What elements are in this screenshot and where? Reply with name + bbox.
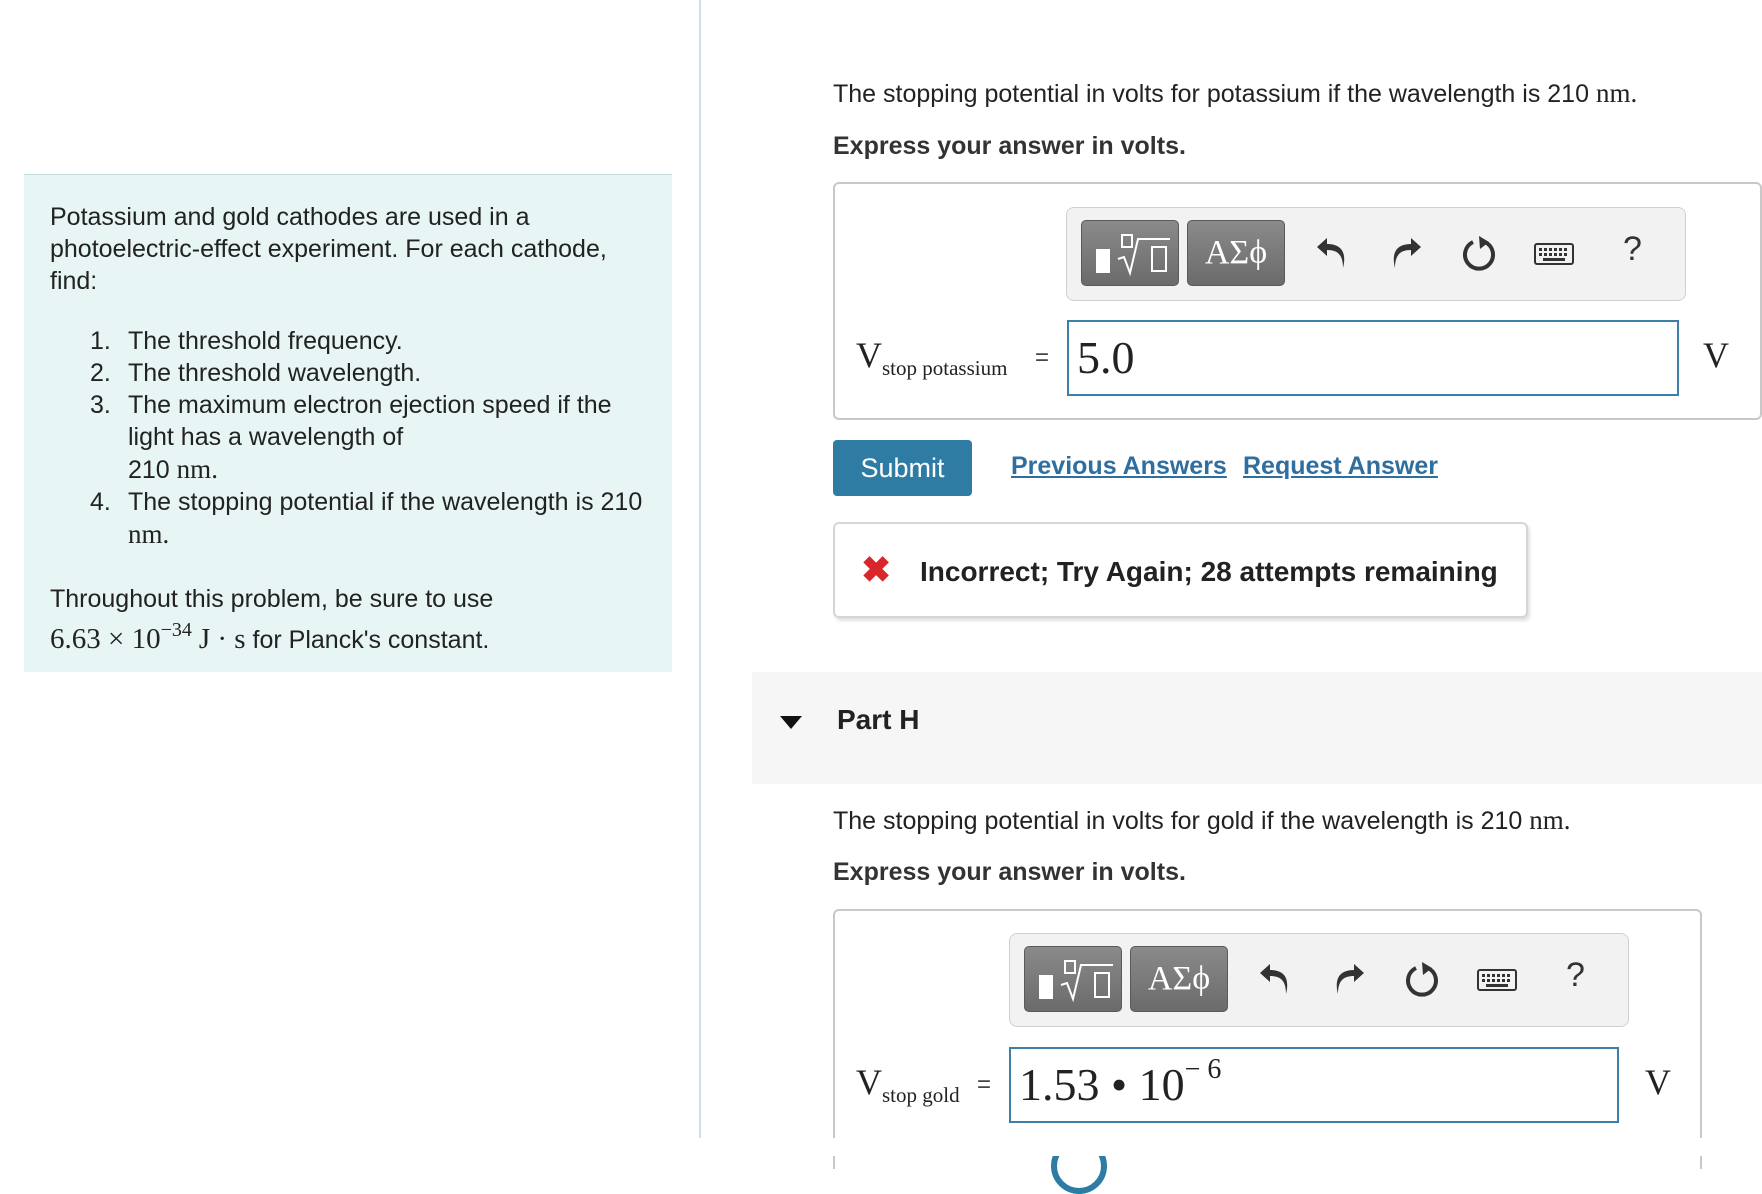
- math-toolbar: [1009, 933, 1629, 1027]
- incorrect-icon: ✖: [861, 549, 892, 590]
- part-h-question: The stopping potential in volts for gold if the wavelength is 210 nm.: [833, 805, 1571, 835]
- planck-note: Throughout this problem, be sure to use $6.63 \times 10^{-34}$ J · s for Planck's constant.: [50, 585, 494, 655]
- help-button[interactable]: ?: [1566, 956, 1585, 994]
- undo-icon[interactable]: [1256, 960, 1296, 1000]
- previous-answers-link[interactable]: Previous Answers: [1011, 452, 1227, 480]
- radical-template-icon: [1059, 959, 1115, 1003]
- request-answer-link[interactable]: Request Answer: [1243, 452, 1438, 480]
- equals-sign: =: [1035, 344, 1050, 371]
- problem-intro: Potassium and gold cathodes are used in a photoelectric-effect experiment. For each cathode, find:: [50, 203, 607, 295]
- part-h-title: Part H: [837, 704, 920, 735]
- submit-button[interactable]: Submit: [833, 440, 972, 496]
- templates-button[interactable]: [1024, 946, 1122, 1012]
- redo-icon[interactable]: [1385, 234, 1425, 274]
- collapse-triangle-icon[interactable]: [780, 716, 802, 729]
- radical-template-icon: [1116, 233, 1172, 277]
- feedback-box: [833, 522, 1528, 618]
- part-g-answer-box: [833, 182, 1762, 420]
- redo-icon[interactable]: [1328, 960, 1368, 1000]
- keyboard-icon[interactable]: [1476, 960, 1518, 1000]
- column-divider: [699, 0, 701, 1138]
- list-item: 1. The threshold frequency.: [90, 327, 403, 355]
- reset-icon[interactable]: [1459, 234, 1499, 274]
- part-h-answer-box: [833, 909, 1702, 1169]
- part-h-header[interactable]: [752, 672, 1762, 784]
- template-block-icon: [1039, 975, 1053, 999]
- list-item: 2. The threshold wavelength.: [90, 359, 422, 387]
- help-button[interactable]: ?: [1623, 230, 1642, 268]
- equals-sign: =: [977, 1071, 992, 1098]
- variable-label: $V_{stop potassium}$: [856, 335, 1008, 380]
- problem-statement: [24, 174, 672, 672]
- math-toolbar: [1066, 207, 1686, 301]
- undo-icon[interactable]: [1313, 234, 1353, 274]
- part-g-question: The stopping potential in volts for potassium if the wavelength is 210 nm.: [833, 78, 1638, 108]
- templates-button[interactable]: [1081, 220, 1179, 286]
- keyboard-icon[interactable]: [1533, 234, 1575, 274]
- part-g-instruction: Express your answer in volts.: [833, 132, 1186, 160]
- variable-label: $V_{stop gold}$: [856, 1062, 960, 1107]
- unit-label: V: [1703, 335, 1729, 375]
- answer-input[interactable]: 5.0: [1067, 320, 1679, 396]
- greek-symbols-button[interactable]: ΑΣϕ: [1187, 220, 1285, 286]
- list-item: 4. The stopping potential if the wavelength is 210 nm.: [90, 488, 643, 549]
- list-item: 3. The maximum electron ejection speed if the light has a wavelength of 210 nm.: [90, 391, 612, 484]
- reset-icon[interactable]: [1402, 960, 1442, 1000]
- answer-input[interactable]: 1.53 • $10^{- 6}$: [1009, 1047, 1619, 1123]
- template-block-icon: [1096, 249, 1110, 273]
- part-h-instruction: Express your answer in volts.: [833, 858, 1186, 886]
- greek-symbols-button[interactable]: ΑΣϕ: [1130, 946, 1228, 1012]
- problem-list: [50, 325, 646, 551]
- unit-label: V: [1645, 1062, 1671, 1102]
- viewport-bottom: [0, 1138, 1762, 1156]
- feedback-message: Incorrect; Try Again; 28 attempts remaining: [920, 556, 1498, 587]
